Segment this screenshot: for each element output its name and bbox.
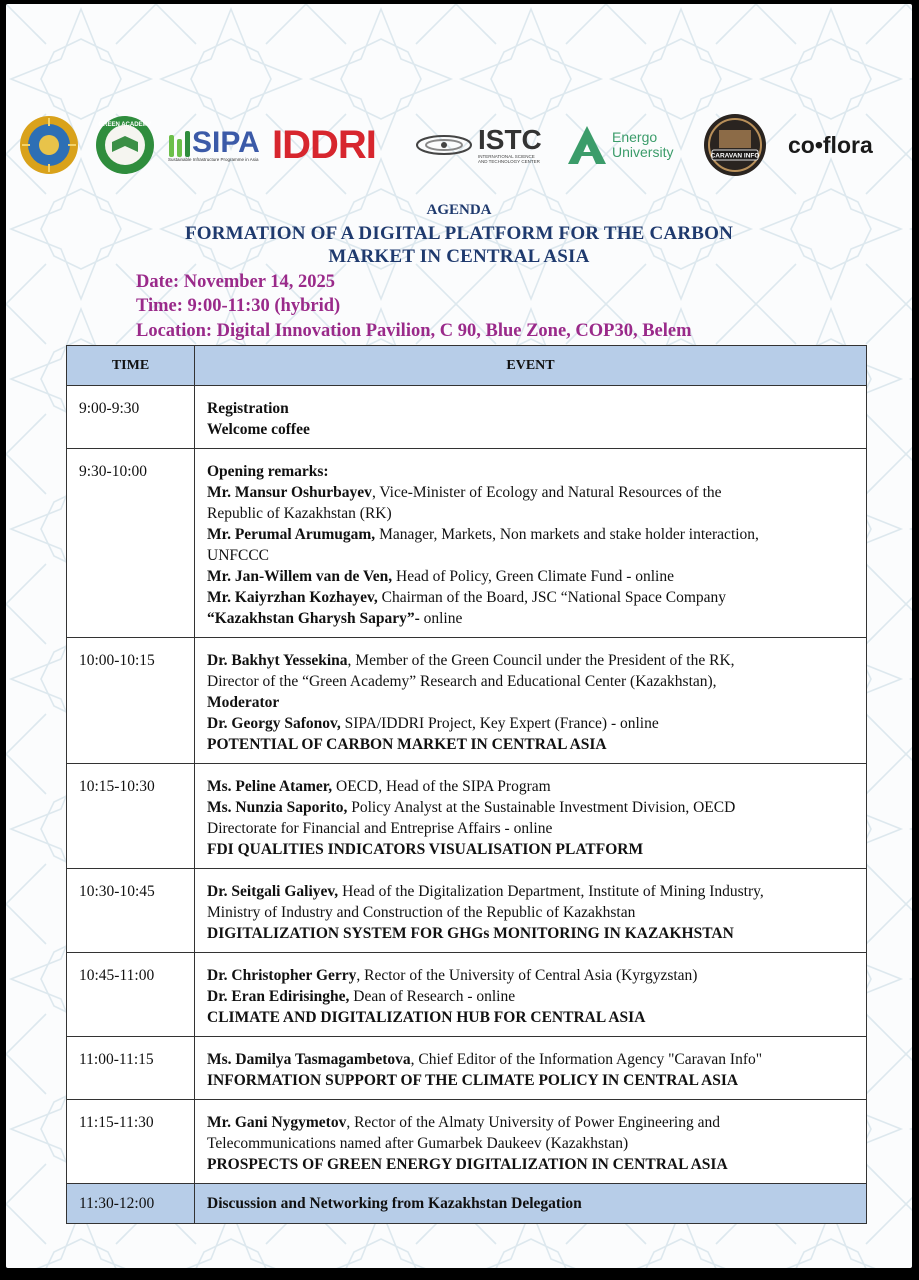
event-bold-text: DIGITALIZATION SYSTEM FOR GHGs MONITORING IN KAZAKHSTAN [207, 925, 734, 942]
title-line-1: FORMATION OF A DIGITAL PLATFORM FOR THE CARBON [184, 223, 734, 244]
table-row [67, 764, 867, 869]
col-time-header: TIME [67, 346, 195, 386]
event-line [207, 692, 856, 713]
partner-logos [16, 112, 906, 178]
event-bold-text: Registration [207, 400, 289, 417]
event-line [207, 839, 856, 860]
event-bold-text: Mr. Perumal Arumugam, [207, 526, 376, 543]
event-text: Manager, Markets, Non markets and stake holder interaction, [375, 526, 759, 543]
event-line [207, 902, 856, 923]
event-text: Telecommunications named after Gumarbek Daukeev (Kazakhstan) [207, 1135, 629, 1152]
event-text: Chairman of the Board, JSC “National Space Company [377, 589, 727, 606]
event-line [207, 734, 856, 755]
event-cell [195, 449, 867, 638]
event-bold-text: FDI QUALITIES INDICATORS VISUALISATION PLATFORM [207, 841, 644, 858]
agenda-body [67, 386, 867, 1224]
event-line [207, 608, 856, 629]
event-bold-text: Moderator [207, 694, 280, 711]
event-line [207, 1112, 856, 1133]
event-bold-text: Ms. Nunzia Saporito, [207, 799, 348, 816]
event-text: Republic of Kazakhstan (RK) [207, 505, 392, 522]
svg-text:CARAVAN INFO: CARAVAN INFO [710, 152, 760, 160]
event-line [207, 1049, 856, 1070]
event-cell [195, 764, 867, 869]
table-row [67, 1100, 867, 1184]
time-cell: 9:30-10:00 [67, 449, 195, 638]
event-text: Directorate for Financial and Entreprise Affairs - online [207, 820, 553, 837]
event-line [207, 1070, 856, 1091]
event-line [207, 650, 856, 671]
event-line [207, 881, 856, 902]
event-line [207, 1133, 856, 1154]
event-bold-text: Mr. Gani Nygymetov [207, 1114, 347, 1131]
title-line-2: MARKET IN CENTRAL ASIA [328, 246, 590, 267]
event-line [207, 923, 856, 944]
event-cell [195, 638, 867, 764]
table-row [67, 869, 867, 953]
event-bold-text: Discussion and Networking from Kazakhstan Delegation [207, 1195, 582, 1212]
time-cell: 10:45-11:00 [67, 953, 195, 1037]
time-cell: 11:15-11:30 [67, 1100, 195, 1184]
time-cell: 10:15-10:30 [67, 764, 195, 869]
event-line [207, 797, 856, 818]
event-text: SIPA/IDDRI Project, Key Expert (France) - online [340, 715, 659, 732]
event-text: Policy Analyst at the Sustainable Investment Division, OECD [347, 799, 736, 816]
event-bold-text: CLIMATE AND DIGITALIZATION HUB FOR CENTRAL ASIA [207, 1009, 646, 1026]
event-cell [195, 1184, 867, 1224]
event-line [207, 1007, 856, 1028]
event-text: OECD, Head of the SIPA Program [332, 778, 551, 795]
event-line [207, 587, 856, 608]
event-bold-text: Dr. Georgy Safonov, [207, 715, 341, 732]
event-cell [195, 1037, 867, 1100]
table-row [67, 953, 867, 1037]
event-cell [195, 386, 867, 449]
event-cell [195, 1100, 867, 1184]
event-time: Time: 9:00-11:30 (hybrid) [136, 296, 341, 316]
event-line [207, 419, 856, 440]
event-date: Date: November 14, 2025 [136, 272, 336, 292]
time-cell: 9:00-9:30 [67, 386, 195, 449]
event-bold-text: PROSPECTS OF GREEN ENERGY DIGITALIZATION IN CENTRAL ASIA [207, 1156, 728, 1173]
event-line [207, 461, 856, 482]
event-text: , Member of the Green Council under the President of the RK, [347, 652, 735, 669]
event-line [207, 671, 856, 692]
kazakhstan-emblem-logo [18, 112, 80, 178]
page-title [6, 222, 912, 268]
event-text: , Rector of the Almaty University of Power Engineering and [346, 1114, 720, 1131]
event-bold-text: Mr. Kaiyrzhan Kozhayev, [207, 589, 378, 606]
event-bold-text: Dr. Christopher Gerry [207, 967, 357, 984]
sipa-logo: SIPA Sustainable Infrastructure Programme in Asia [168, 125, 260, 162]
event-text: , Chief Editor of the Information Agency "Caravan Info" [410, 1051, 763, 1068]
event-text: , Vice-Minister of Ecology and Natural Resources of the [371, 484, 722, 501]
energo-university-logo: Energo University [564, 112, 673, 178]
event-line [207, 524, 856, 545]
event-text: online [419, 610, 463, 627]
event-bold-text: Opening remarks: [207, 463, 329, 480]
istc-logo: ISTC INTERNATIONAL SCIENCE AND TECHNOLOGY CENTER [416, 112, 542, 178]
event-line [207, 1154, 856, 1175]
event-text: UNFCCC [207, 547, 270, 564]
event-line [207, 986, 856, 1007]
event-text: Director of the “Green Academy” Research and Educational Center (Kazakhstan), [207, 673, 717, 690]
event-bold-text: Dr. Seitgali Galiyev, [207, 883, 339, 900]
event-text: Head of Policy, Green Climate Fund - online [392, 568, 674, 585]
event-bold-text: POTENTIAL OF CARBON MARKET IN CENTRAL ASIA [207, 736, 607, 753]
col-event-header: EVENT [195, 346, 867, 386]
event-line [207, 482, 856, 503]
agenda-page [6, 4, 912, 1268]
event-bold-text: Welcome coffee [207, 421, 310, 438]
event-bold-text: Mr. Mansur Oshurbayev [207, 484, 372, 501]
event-line [207, 818, 856, 839]
event-bold-text: INFORMATION SUPPORT OF THE CLIMATE POLICY IN CENTRAL ASIA [207, 1072, 739, 1089]
event-line [207, 545, 856, 566]
time-cell: 11:00-11:15 [67, 1037, 195, 1100]
event-bold-text: Dr. Bakhyt Yessekina [207, 652, 348, 669]
event-line [207, 566, 856, 587]
event-line [207, 503, 856, 524]
table-header-row [67, 346, 867, 386]
table-row [67, 638, 867, 764]
event-bold-text: Ms. Damilya Tasmagambetova [207, 1051, 411, 1068]
svg-text:GREEN ACADEMY: GREEN ACADEMY [98, 122, 152, 128]
event-cell [195, 869, 867, 953]
caravan-info-logo [702, 112, 768, 178]
event-location: Location: Digital Innovation Pavilion, C 90, Blue Zone, COP30, Belem [136, 321, 692, 341]
coflora-logo: co•flora [788, 131, 873, 158]
event-line [207, 965, 856, 986]
event-bold-text: “Kazakhstan Gharysh Sapary”- [207, 610, 420, 627]
table-row [67, 1037, 867, 1100]
agenda-label: AGENDA [426, 202, 492, 218]
time-cell: 10:30-10:45 [67, 869, 195, 953]
event-cell [195, 953, 867, 1037]
table-row [67, 1184, 867, 1224]
table-row [67, 386, 867, 449]
event-bold-text: Mr. Jan-Willem van de Ven, [207, 568, 393, 585]
table-row [67, 449, 867, 638]
event-text: Head of the Digitalization Department, Institute of Mining Industry, [338, 883, 764, 900]
green-academy-logo [94, 112, 156, 178]
event-bold-text: Dr. Eran Edirisinghe, [207, 988, 350, 1005]
event-line [207, 713, 856, 734]
event-line [207, 1193, 856, 1214]
event-bold-text: Ms. Peline Atamer, [207, 778, 333, 795]
event-text: Dean of Research - online [349, 988, 516, 1005]
event-line [207, 398, 856, 419]
time-cell: 11:30-12:00 [67, 1184, 195, 1224]
event-text: Ministry of Industry and Construction of the Republic of Kazakhstan [207, 904, 636, 921]
event-text: , Rector of the University of Central Asia (Kyrgyzstan) [356, 967, 698, 984]
time-cell: 10:00-10:15 [67, 638, 195, 764]
iddri-logo: IDDRI [272, 122, 376, 167]
agenda-table [66, 345, 867, 1224]
event-line [207, 776, 856, 797]
